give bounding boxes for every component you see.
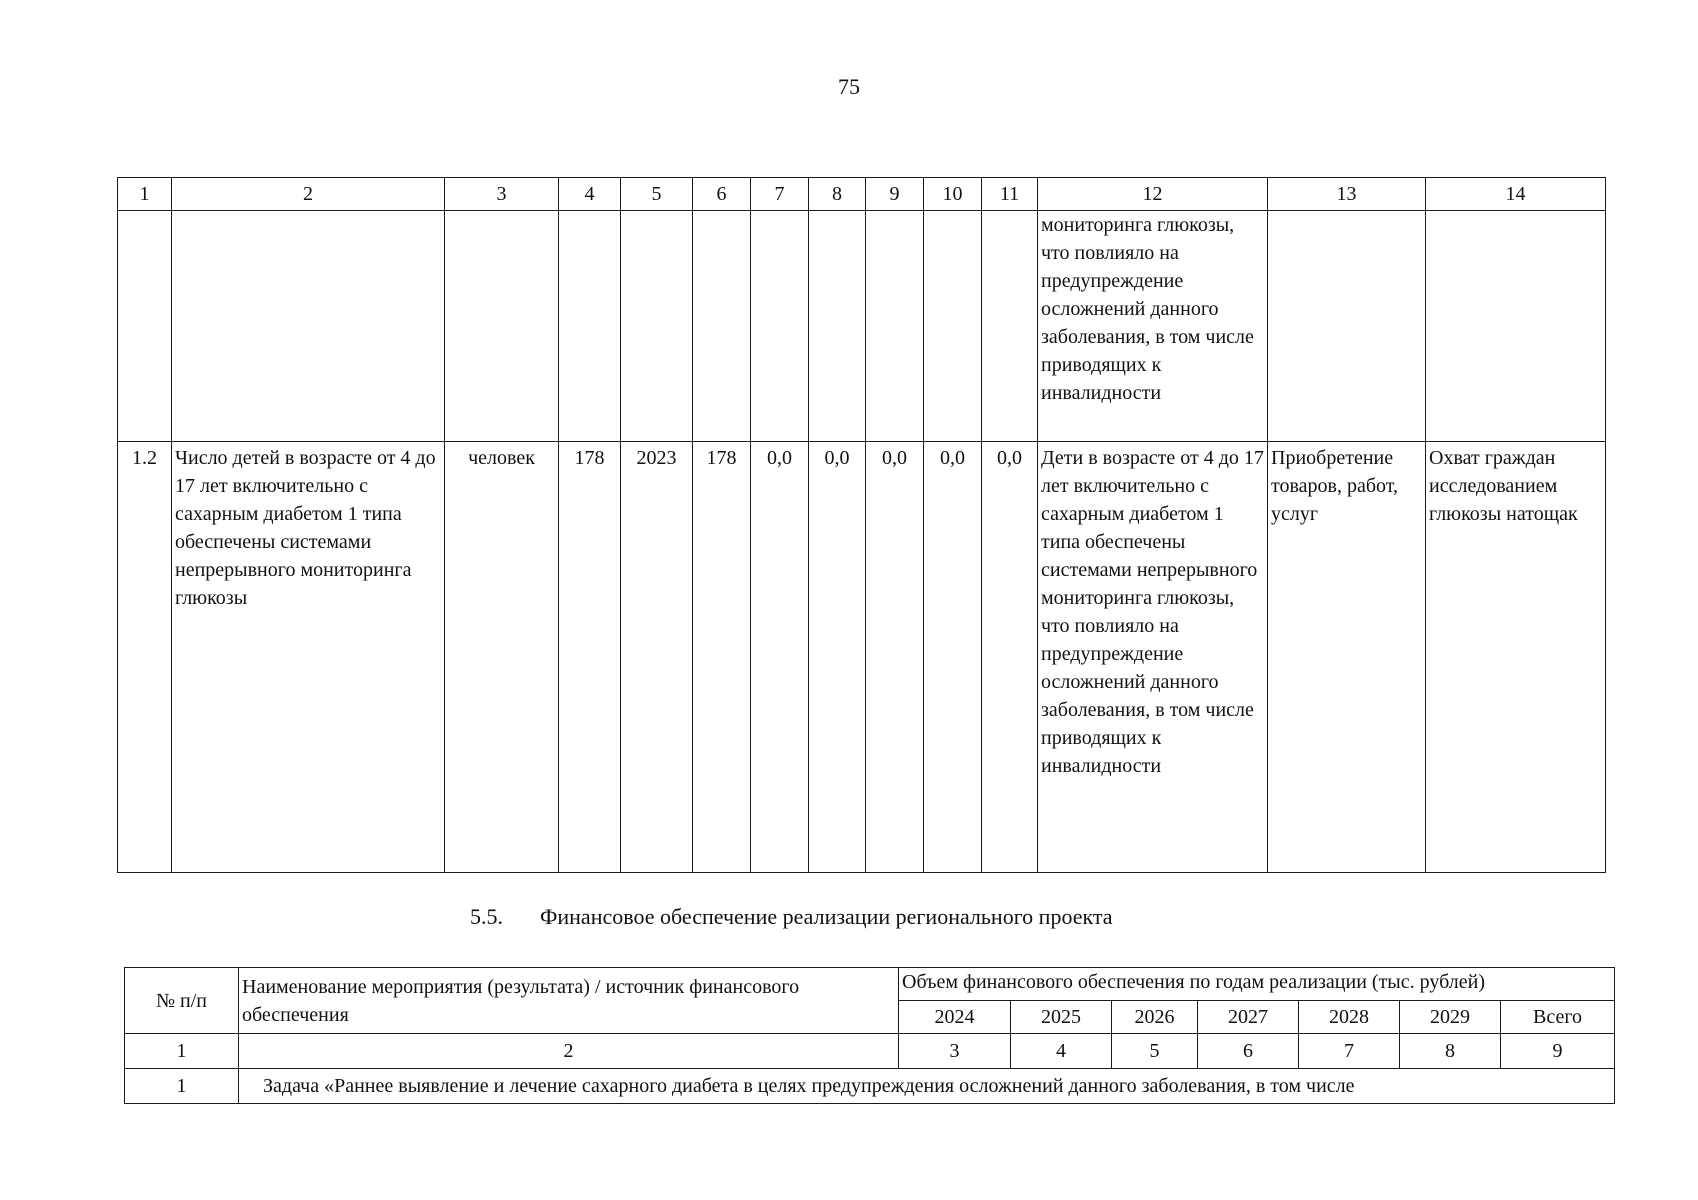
value-cell: 0,0 (982, 442, 1038, 873)
year-header: 2026 (1112, 1001, 1198, 1034)
year-header: 2029 (1400, 1001, 1501, 1034)
header-cell: 4 (559, 178, 621, 211)
task-number: 1 (125, 1069, 239, 1104)
header-cell: 1 (118, 178, 172, 211)
header-cell: 2 (172, 178, 445, 211)
task-row (125, 1069, 1615, 1104)
empty-cell (1426, 211, 1606, 442)
column-number: 9 (1501, 1034, 1615, 1069)
column-number: 6 (1198, 1034, 1299, 1069)
header-cell: 10 (924, 178, 982, 211)
column-number: 3 (899, 1034, 1011, 1069)
result-type: Приобретение товаров, работ, услуг (1268, 442, 1426, 873)
empty-cell (445, 211, 559, 442)
empty-cell (693, 211, 751, 442)
indicator-name: Число детей в возрасте от 4 до 17 лет включительно с сахарным диабетом 1 типа обеспечены системами непрерывного мониторинга глюкозы (172, 442, 445, 873)
table-header-row (118, 178, 1606, 211)
indicators-table (117, 177, 1606, 873)
value-cell: 0,0 (751, 442, 809, 873)
volume-header: Объем финансового обеспечения по годам реализации (тыс. рублей) (899, 968, 1615, 1001)
year-header: 2025 (1011, 1001, 1112, 1034)
header-cell: 9 (866, 178, 924, 211)
column-number: 8 (1400, 1034, 1501, 1069)
total-header: Всего (1501, 1001, 1615, 1034)
header-cell: 5 (621, 178, 693, 211)
finance-header-row (125, 968, 1615, 1001)
section-title: Финансовое обеспечение реализации регионального проекта (540, 904, 1113, 929)
result-description: Дети в возрасте от 4 до 17 лет включительно с сахарным диабетом 1 типа обеспечены системами непрерывного мониторинга глюкозы, что повлияло на предупреждение осложнений данного заболевания, в том числе приводящих к инвалидности (1038, 442, 1268, 873)
header-cell: 3 (445, 178, 559, 211)
empty-cell (1268, 211, 1426, 442)
section-number: 5.5. (470, 904, 503, 929)
value-cell: 178 (693, 442, 751, 873)
col-number-header: № п/п (125, 968, 239, 1034)
header-cell: 12 (1038, 178, 1268, 211)
empty-cell (559, 211, 621, 442)
header-cell: 14 (1426, 178, 1606, 211)
empty-cell (982, 211, 1038, 442)
result-characteristic: Охват граждан исследованием глюкозы натощак (1426, 442, 1606, 873)
empty-cell (118, 211, 172, 442)
header-cell: 7 (751, 178, 809, 211)
empty-cell (621, 211, 693, 442)
finance-table (124, 967, 1615, 1104)
header-cell: 13 (1268, 178, 1426, 211)
header-cell: 6 (693, 178, 751, 211)
empty-cell (866, 211, 924, 442)
column-number: 5 (1112, 1034, 1198, 1069)
table-row (118, 442, 1606, 873)
empty-cell (809, 211, 866, 442)
column-number: 4 (1011, 1034, 1112, 1069)
column-number: 1 (125, 1034, 239, 1069)
empty-cell (751, 211, 809, 442)
empty-cell (924, 211, 982, 442)
section-heading (470, 904, 1113, 930)
value-cell: 0,0 (866, 442, 924, 873)
unit-cell: человек (445, 442, 559, 873)
year-header: 2024 (899, 1001, 1011, 1034)
column-number: 7 (1299, 1034, 1400, 1069)
col-name-header: Наименование мероприятия (результата) / источник финансового обеспечения (239, 968, 899, 1034)
row-number: 1.2 (118, 442, 172, 873)
value-cell: 0,0 (924, 442, 982, 873)
column-numbers-row (125, 1034, 1615, 1069)
table-row (118, 211, 1606, 442)
header-cell: 11 (982, 178, 1038, 211)
value-cell: 178 (559, 442, 621, 873)
year-header: 2027 (1198, 1001, 1299, 1034)
year-header: 2028 (1299, 1001, 1400, 1034)
year-cell: 2023 (621, 442, 693, 873)
empty-cell (172, 211, 445, 442)
value-cell: 0,0 (809, 442, 866, 873)
header-cell: 8 (809, 178, 866, 211)
page-number: 75 (838, 74, 860, 99)
column-number: 2 (239, 1034, 899, 1069)
task-title: Задача «Раннее выявление и лечение сахарного диабета в целях предупреждения осложнений данного заболевания, в том числе (239, 1069, 1615, 1104)
result-description-continued: мониторинга глюкозы, что повлияло на предупреждение осложнений данного заболевания, в том числе приводящих к инвалидности (1038, 211, 1268, 442)
